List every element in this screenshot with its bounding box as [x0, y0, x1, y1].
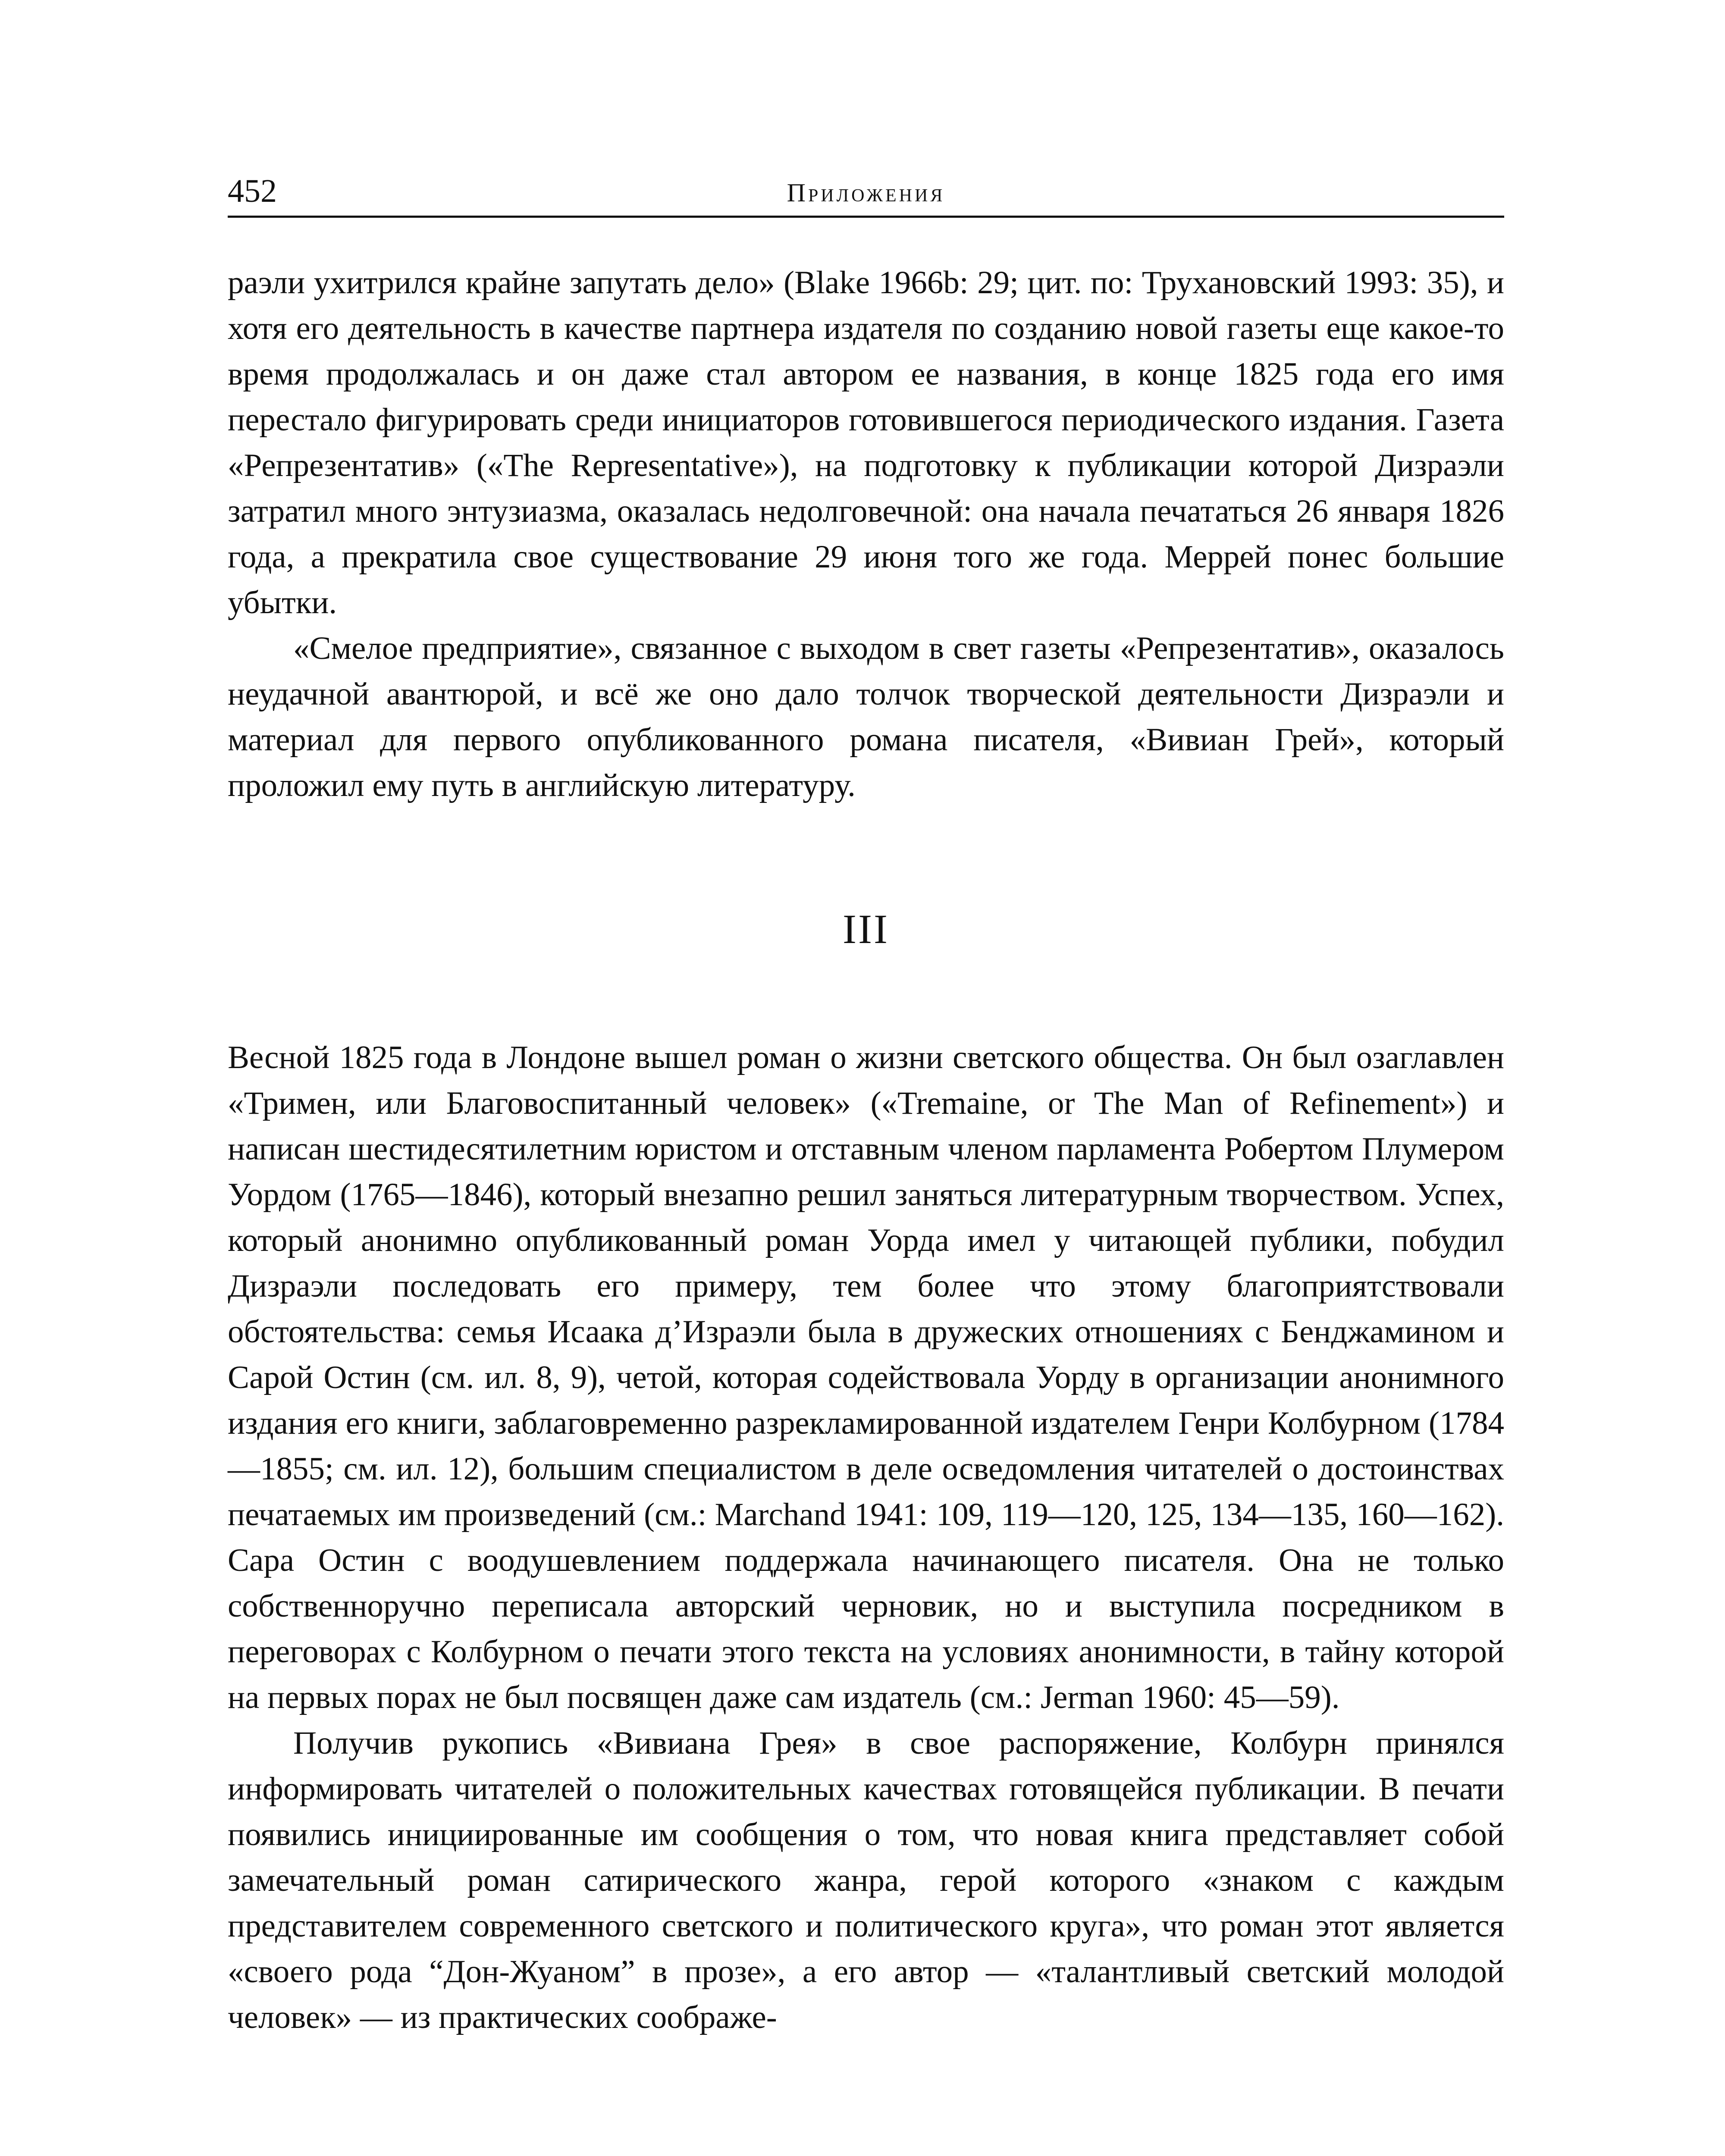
section-number: III	[843, 906, 889, 952]
paragraph: «Смелое предприятие», связанное с выходом в свет газеты «Репрезентатив», оказалось неудачной авантюрой, и всё же оно дало толчок творческой деятельности Дизраэли и материал для первого опубликованного романа писателя, «Вивиан Грей», который проложил ему путь в английскую литературу.	[228, 630, 1504, 803]
running-title: Приложения	[787, 179, 945, 207]
body-text-after-section	[228, 1035, 1504, 2040]
paragraph: Получив рукопись «Вивиана Грея» в свое распоряжение, Колбурн принялся информировать читателей о положительных качествах готовящейся публикации. В печати появились инициированные им сообщения о том, что новая книга представляет собой замечательный роман сатирического жанра, герой которого «знаком с каждым представителем современного светского и политического круга», что роман этот является «своего рода “Дон-Жуаном” в прозе», а его автор — «талантливый светский молодой человек» — из практических соображе-	[228, 1725, 1504, 2035]
running-header	[228, 164, 1504, 218]
paragraph: раэли ухитрился крайне запутать дело» (Blake 1966b: 29; цит. по: Трухановский 1993: 35), и хотя его деятельность в качестве партнера издателя по созданию новой газеты еще какое-то время продолжалась и он даже стал автором ее названия, в конце 1825 года его имя перестало фигурировать среди инициаторов готовившегося периодического издания. Газета «Репрезентатив» («The Representative»), на подготовку к публикации которой Дизраэли затратил много энтузиазма, оказалась недолговечной: она начала печататься 26 января 1826 года, а прекратила свое существование 29 июня того же года. Меррей понес большие убытки.	[228, 265, 1504, 620]
paragraph: Весной 1825 года в Лондоне вышел роман о жизни светского общества. Он был озаглавлен «Тримен, или Благовоспитанный человек» («Tremaine, or The Man of Refinement») и написан шестидесятилетним юристом и отставным членом парламента Робертом Плумером Уордом (1765—1846), который внезапно решил заняться литературным творчеством. Успех, который анонимно опубликованный роман Уорда имел у читающей публики, побудил Дизраэли последовать его примеру, тем более что этому благоприятствовали обстоятельства: семья Исаака д’Израэли была в дружеских отношениях с Бенджамином и Сарой Остин (см. ил. 8, 9), четой, которая содействовала Уорду в организации анонимного издания его книги, заблаговременно разрекламированной издателем Генри Колбурном (1784—1855; см. ил. 12), большим специалистом в деле осведомления читателей о достоинствах печатаемых им произведений (см.: Marchand 1941: 109, 119—120, 125, 134—135, 160—162). Сара Остин с воодушевлением поддержала начинающего писателя. Она не только собственноручно переписала авторский черновик, но и выступила посредником в переговорах с Колбурном о печати этого текста на условиях анонимности, в тайну которой на первых порах не был посвящен даже сам издатель (см.: Jerman 1960: 45—59).	[228, 1040, 1504, 1715]
page-number: 452	[228, 173, 277, 209]
book-page	[228, 164, 1504, 2040]
body-text-before-section	[228, 260, 1504, 808]
